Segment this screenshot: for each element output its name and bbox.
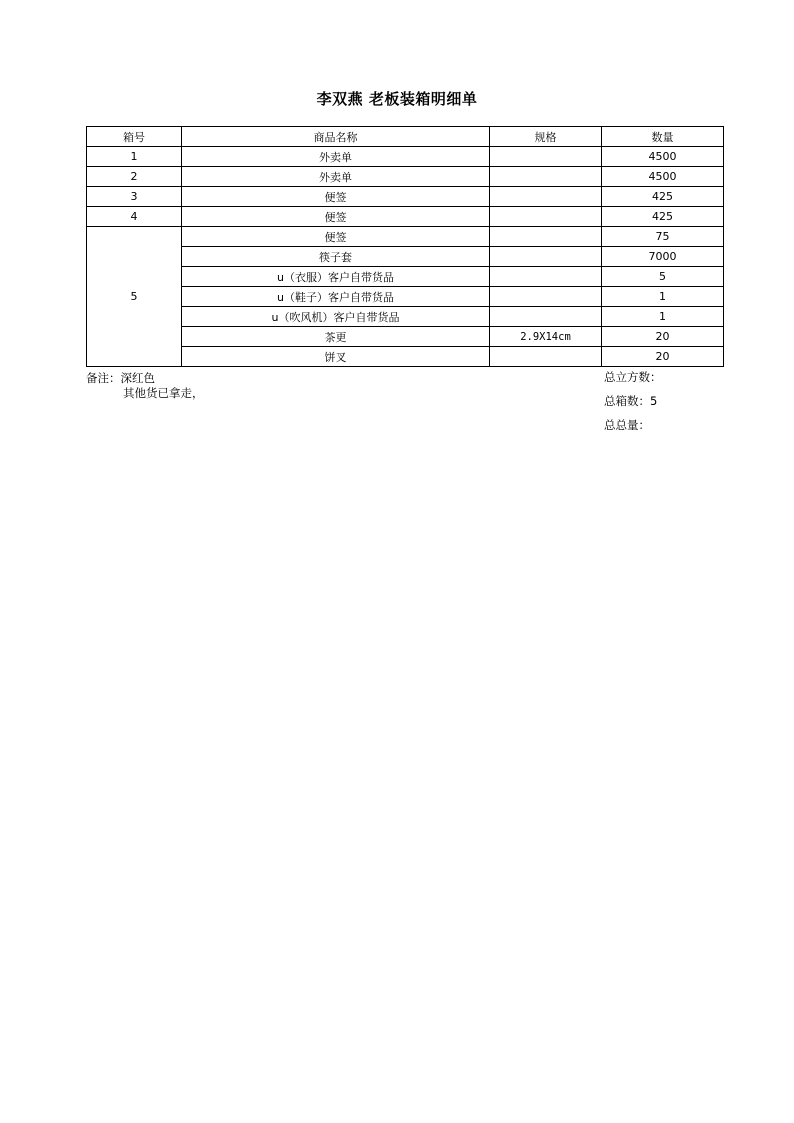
spec-cell [490,167,602,187]
spec-cell [490,247,602,267]
box-no-cell: 3 [87,187,182,207]
quantity-cell: 1 [602,307,724,327]
spec-cell [490,267,602,287]
header-product-name: 商品名称 [182,127,490,147]
product-name-cell: 外卖单 [182,167,490,187]
spec-cell [490,307,602,327]
spec-cell [490,147,602,167]
product-name-cell: u（鞋子）客户自带货品 [182,287,490,307]
box-no-cell: 2 [87,167,182,187]
quantity-cell: 425 [602,187,724,207]
total-volume [604,369,662,393]
table-row [87,187,724,207]
spec-cell: 2.9X14cm [490,327,602,347]
quantity-cell: 425 [602,207,724,227]
product-name-cell: u（衣服）客户自带货品 [182,267,490,287]
header-box-no: 箱号 [87,127,182,147]
packing-list-table [86,126,724,367]
product-name-cell: u（吹风机）客户自带货品 [182,307,490,327]
table-header-row [87,127,724,147]
table-row [87,307,724,327]
remarks-label: 备注： [86,371,121,385]
quantity-cell: 4500 [602,167,724,187]
table-row [87,167,724,187]
remarks-text-1: 深红色 [120,371,155,385]
product-name-cell: 便签 [182,187,490,207]
table-row [87,287,724,307]
remarks-text-2: 其他货已拿走， [123,386,204,400]
product-name-cell: 筷子套 [182,247,490,267]
product-name-cell: 便签 [182,227,490,247]
quantity-cell: 20 [602,327,724,347]
page-title: 李双燕 老板装箱明细单 [316,90,478,108]
spec-cell [490,207,602,227]
table-row [87,327,724,347]
total-weight-label: 总总量： [604,418,650,432]
remarks-line-1 [86,371,204,386]
total-boxes-label: 总箱数： [604,394,650,408]
summary-block [604,369,662,441]
box-no-cell: 5 [87,227,182,367]
header-quantity: 数量 [602,127,724,147]
table-row [87,247,724,267]
total-weight [604,417,662,441]
product-name-cell: 饼叉 [182,347,490,367]
spec-cell [490,347,602,367]
quantity-cell: 75 [602,227,724,247]
box-no-cell: 4 [87,207,182,227]
header-spec: 规格 [490,127,602,147]
quantity-cell: 1 [602,287,724,307]
quantity-cell: 20 [602,347,724,367]
spec-cell [490,187,602,207]
table-row [87,267,724,287]
spec-cell [490,287,602,307]
total-volume-label: 总立方数： [604,370,662,384]
product-name-cell: 外卖单 [182,147,490,167]
table-row [87,227,724,247]
spec-cell [490,227,602,247]
table-row [87,147,724,167]
product-name-cell: 便签 [182,207,490,227]
product-name-cell: 茶更 [182,327,490,347]
quantity-cell: 5 [602,267,724,287]
total-boxes-value: 5 [650,394,658,408]
total-boxes [604,393,662,417]
table-row [87,207,724,227]
box-no-cell: 1 [87,147,182,167]
remarks-block [86,371,204,401]
table-row [87,347,724,367]
quantity-cell: 4500 [602,147,724,167]
quantity-cell: 7000 [602,247,724,267]
